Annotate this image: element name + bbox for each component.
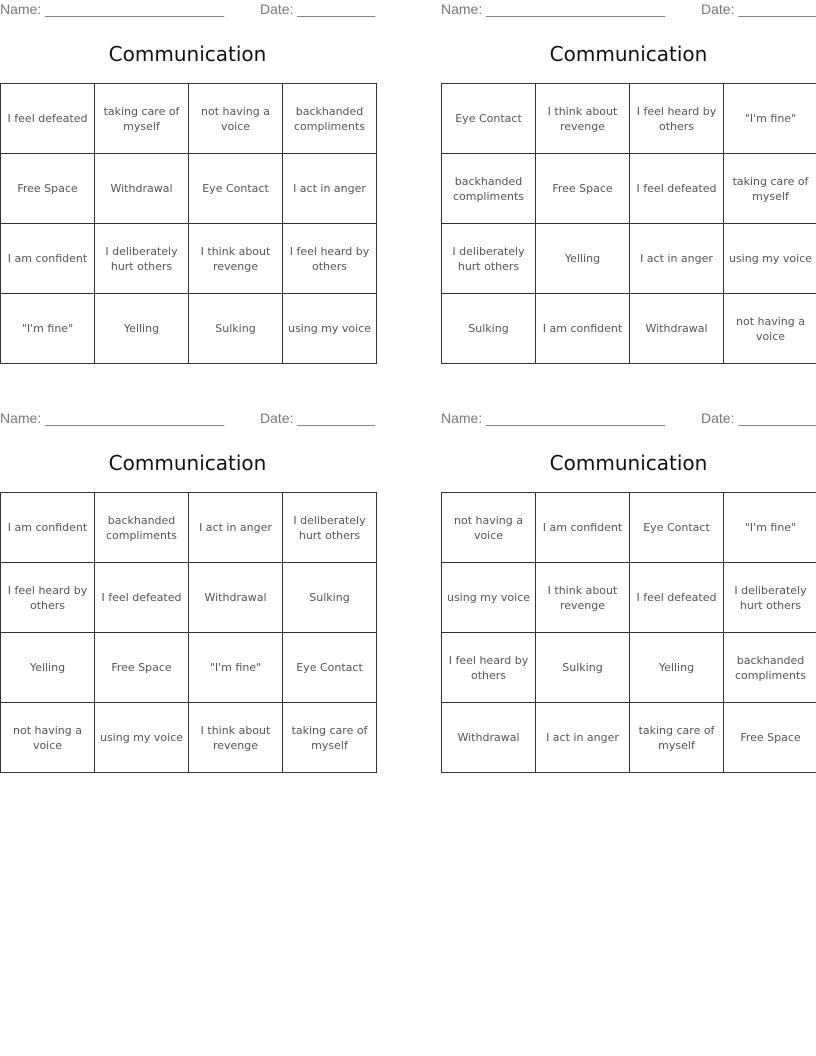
grid-row bbox=[1, 224, 377, 294]
grid-cell: I act in anger bbox=[536, 703, 630, 773]
bingo-card-2 bbox=[441, 0, 816, 362]
bingo-card-3 bbox=[0, 409, 375, 771]
grid-cell: Withdrawal bbox=[95, 154, 189, 224]
card-title: Communication bbox=[549, 42, 708, 66]
grid-cell: Yelling bbox=[536, 224, 630, 294]
grid-cell: Eye Contact bbox=[283, 633, 377, 703]
grid-cell: Free Space bbox=[95, 633, 189, 703]
grid-cell: I feel heard by others bbox=[1, 563, 95, 633]
bingo-grid bbox=[441, 83, 816, 364]
grid-row bbox=[1, 154, 377, 224]
grid-cell: using my voice bbox=[442, 563, 536, 633]
grid-cell: Eye Contact bbox=[630, 493, 724, 563]
grid-cell: I think about revenge bbox=[536, 563, 630, 633]
grid-cell: I am confident bbox=[1, 493, 95, 563]
grid-cell: Sulking bbox=[283, 563, 377, 633]
grid-cell: using my voice bbox=[95, 703, 189, 773]
grid-cell: not having a voice bbox=[442, 493, 536, 563]
card-title: Communication bbox=[108, 451, 267, 475]
grid-cell: using my voice bbox=[724, 224, 816, 294]
grid-cell: Eye Contact bbox=[442, 84, 536, 154]
grid-cell: I feel defeated bbox=[630, 154, 724, 224]
grid-cell: I feel heard by others bbox=[442, 633, 536, 703]
grid-cell: backhanded compliments bbox=[95, 493, 189, 563]
grid-cell: taking care of myself bbox=[724, 154, 816, 224]
grid-cell: I deliberately hurt others bbox=[95, 224, 189, 294]
grid-cell: not having a voice bbox=[724, 294, 816, 364]
grid-cell: "I'm fine" bbox=[724, 493, 816, 563]
bingo-grid bbox=[0, 492, 377, 773]
card-title: Communication bbox=[108, 42, 267, 66]
grid-cell: taking care of myself bbox=[630, 703, 724, 773]
grid-cell: I am confident bbox=[1, 224, 95, 294]
grid-cell: I think about revenge bbox=[189, 703, 283, 773]
grid-cell: Free Space bbox=[1, 154, 95, 224]
grid-cell: Withdrawal bbox=[442, 703, 536, 773]
grid-cell: Sulking bbox=[442, 294, 536, 364]
grid-row bbox=[442, 154, 816, 224]
grid-cell: I am confident bbox=[536, 493, 630, 563]
grid-row bbox=[442, 563, 816, 633]
name-field-line: Name: _______________________ bbox=[0, 1, 225, 17]
grid-cell: I think about revenge bbox=[189, 224, 283, 294]
grid-cell: "I'm fine" bbox=[1, 294, 95, 364]
grid-cell: not having a voice bbox=[1, 703, 95, 773]
grid-cell: I act in anger bbox=[630, 224, 724, 294]
bingo-grid bbox=[0, 83, 377, 364]
name-field-line: Name: _______________________ bbox=[441, 1, 666, 17]
grid-cell: Withdrawal bbox=[189, 563, 283, 633]
date-field-line: Date: __________ bbox=[701, 410, 816, 426]
grid-cell: Yelling bbox=[630, 633, 724, 703]
grid-cell: Yelling bbox=[95, 294, 189, 364]
grid-row bbox=[442, 633, 816, 703]
bingo-card-4 bbox=[441, 409, 816, 771]
grid-cell: I am confident bbox=[536, 294, 630, 364]
name-field-line: Name: _______________________ bbox=[0, 410, 225, 426]
grid-cell: Free Space bbox=[536, 154, 630, 224]
grid-cell: I act in anger bbox=[283, 154, 377, 224]
date-field-line: Date: __________ bbox=[260, 410, 376, 426]
grid-cell: Eye Contact bbox=[189, 154, 283, 224]
grid-cell: "I'm fine" bbox=[724, 84, 816, 154]
name-field-line: Name: _______________________ bbox=[441, 410, 666, 426]
grid-row bbox=[442, 703, 816, 773]
grid-cell: not having a voice bbox=[189, 84, 283, 154]
bingo-grid bbox=[441, 492, 816, 773]
grid-row bbox=[1, 294, 377, 364]
grid-cell: I deliberately hurt others bbox=[724, 563, 816, 633]
grid-cell: Withdrawal bbox=[630, 294, 724, 364]
card-title: Communication bbox=[549, 451, 708, 475]
grid-row bbox=[442, 84, 816, 154]
grid-cell: I deliberately hurt others bbox=[442, 224, 536, 294]
grid-cell: I act in anger bbox=[189, 493, 283, 563]
grid-cell: backhanded compliments bbox=[283, 84, 377, 154]
grid-cell: Yelling bbox=[1, 633, 95, 703]
grid-row bbox=[1, 633, 377, 703]
grid-row bbox=[442, 493, 816, 563]
grid-cell: backhanded compliments bbox=[442, 154, 536, 224]
grid-row bbox=[442, 224, 816, 294]
grid-cell: I feel defeated bbox=[95, 563, 189, 633]
grid-cell: I feel defeated bbox=[1, 84, 95, 154]
grid-cell: Sulking bbox=[189, 294, 283, 364]
grid-cell: I deliberately hurt others bbox=[283, 493, 377, 563]
grid-cell: I feel defeated bbox=[630, 563, 724, 633]
grid-cell: I feel heard by others bbox=[630, 84, 724, 154]
date-field-line: Date: __________ bbox=[260, 1, 376, 17]
grid-row bbox=[1, 703, 377, 773]
bingo-card-1 bbox=[0, 0, 375, 362]
grid-cell: backhanded compliments bbox=[724, 633, 816, 703]
grid-cell: using my voice bbox=[283, 294, 377, 364]
grid-cell: Sulking bbox=[536, 633, 630, 703]
grid-row bbox=[1, 84, 377, 154]
grid-row bbox=[1, 563, 377, 633]
grid-cell: I feel heard by others bbox=[283, 224, 377, 294]
grid-cell: taking care of myself bbox=[283, 703, 377, 773]
grid-cell: I think about revenge bbox=[536, 84, 630, 154]
grid-cell: Free Space bbox=[724, 703, 816, 773]
grid-row bbox=[1, 493, 377, 563]
grid-cell: taking care of myself bbox=[95, 84, 189, 154]
date-field-line: Date: __________ bbox=[701, 1, 816, 17]
grid-cell: "I'm fine" bbox=[189, 633, 283, 703]
grid-row bbox=[442, 294, 816, 364]
